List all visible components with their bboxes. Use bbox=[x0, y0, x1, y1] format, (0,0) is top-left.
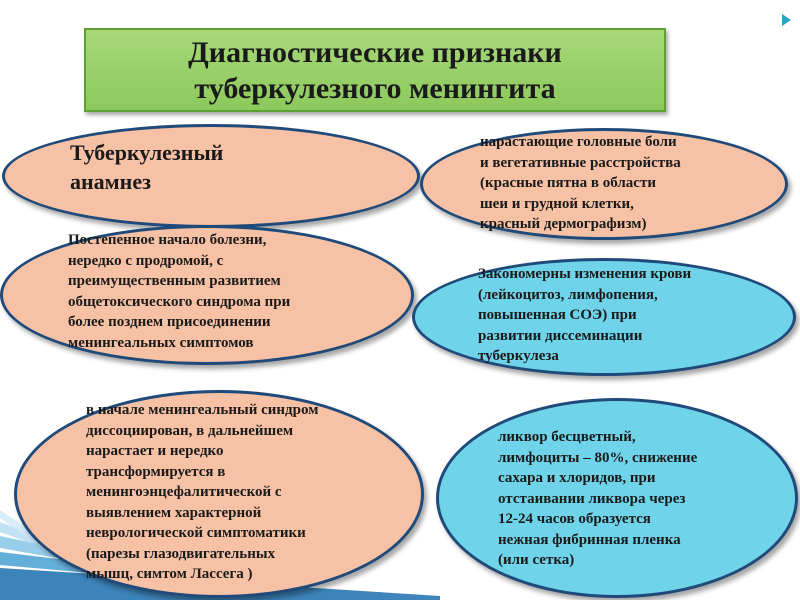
anamnesis-text: Туберкулезный анамнез bbox=[70, 140, 224, 194]
liquor-text: ликвор бесцветный, лимфоциты – 80%, снижение сахара и хлоридов, при отстаивании ликвора через 12-24 часов образуется нежная фибринная пленка (или сетка) bbox=[498, 429, 698, 568]
blood-text: Закономерны изменения крови (лейкоцитоз, лимфопения, повышенная СОЭ) при развитии диссеминации туберкулеза bbox=[478, 266, 692, 364]
onset-text: Постепенное начало болезни, нередко с продромой, с преимущественным развитием общетоксического синдрома при более позднем присоединении менингеальных симптомов bbox=[68, 232, 291, 351]
slide-title bbox=[84, 28, 666, 112]
play-arrow-icon bbox=[782, 14, 791, 26]
meningeal-text: в начале менингеальный синдром диссоциирован, в дальнейшем нарастает и нередко трансформируется в менингоэнцефалитической с выявлением характерной неврологической симптоматики (парезы глазодвигательных мышц, симтом Лассега ) bbox=[86, 402, 319, 582]
headaches-text: нарастающие головные боли и вегетативные расстройства (красные пятна в области шеи и грудной клетки, красный дермографизм) bbox=[480, 134, 681, 232]
slide-title-text: Диагностические признаки туберкулезного менингита bbox=[188, 36, 562, 105]
